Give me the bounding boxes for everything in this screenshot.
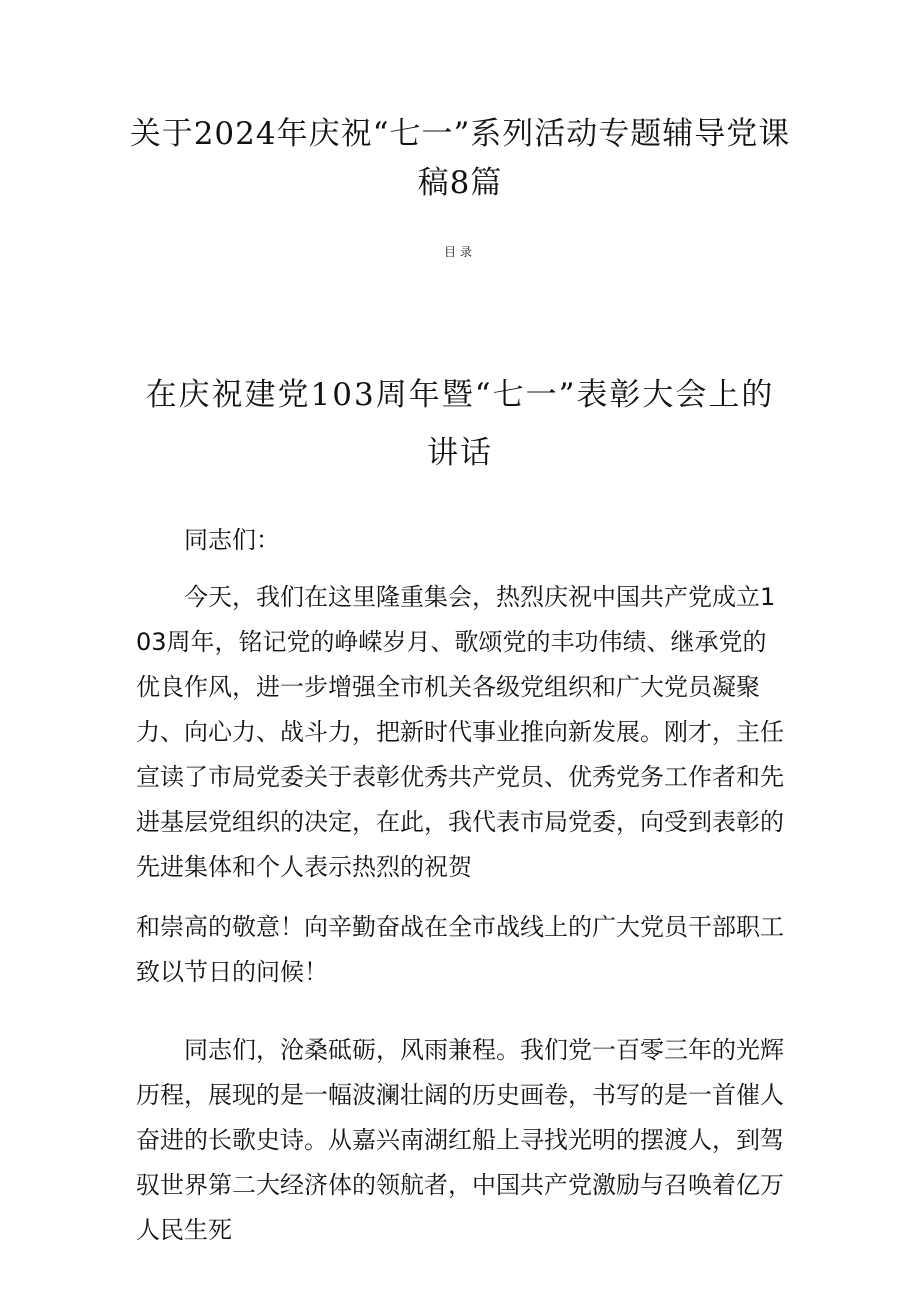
document-title: 关于2024年庆祝“七一”系列活动专题辅导党课稿8篇 (129, 116, 791, 201)
speech-title: 在庆祝建党103周年暨“七一”表彰大会上的讲话 (145, 377, 775, 471)
toc-label: 目录 (443, 245, 476, 259)
paragraph-2: 同志们，沧桑砥砺，风雨兼程。我们党一百零三年的光辉历程，展现的是一幅波澜壮阔的历史画卷，书写的是一首催人奋进的长歌史诗。从嘉兴南湖红船上寻找光明的摆渡人，到驾驭世界第二大经济体的领航者，中国共产党激励与召唤着亿万人民生死 (136, 1036, 784, 1244)
paragraph-1: 今天，我们在这里隆重集会，热烈庆祝中国共产党成立103周年，铭记党的峥嵘岁月、歌颂党的丰功伟绩、继承党的优良作风，进一步增强全市机关各级党组织和广大党员凝聚力、向心力、战斗力，把新时代事业推向新发展。刚才，主任宣读了市局党委关于表彰优秀共产党员、优秀党务工作者和先进基层党组织的决定，在此，我代表市局党委，向受到表彰的先进集体和个人表示热烈的祝贺 (136, 583, 784, 881)
paragraph-1-continued: 和崇高的敬意！向辛勤奋战在全市战线上的广大党员干部职工致以节日的问候！ (136, 913, 784, 986)
salutation: 同志们： (184, 526, 280, 554)
